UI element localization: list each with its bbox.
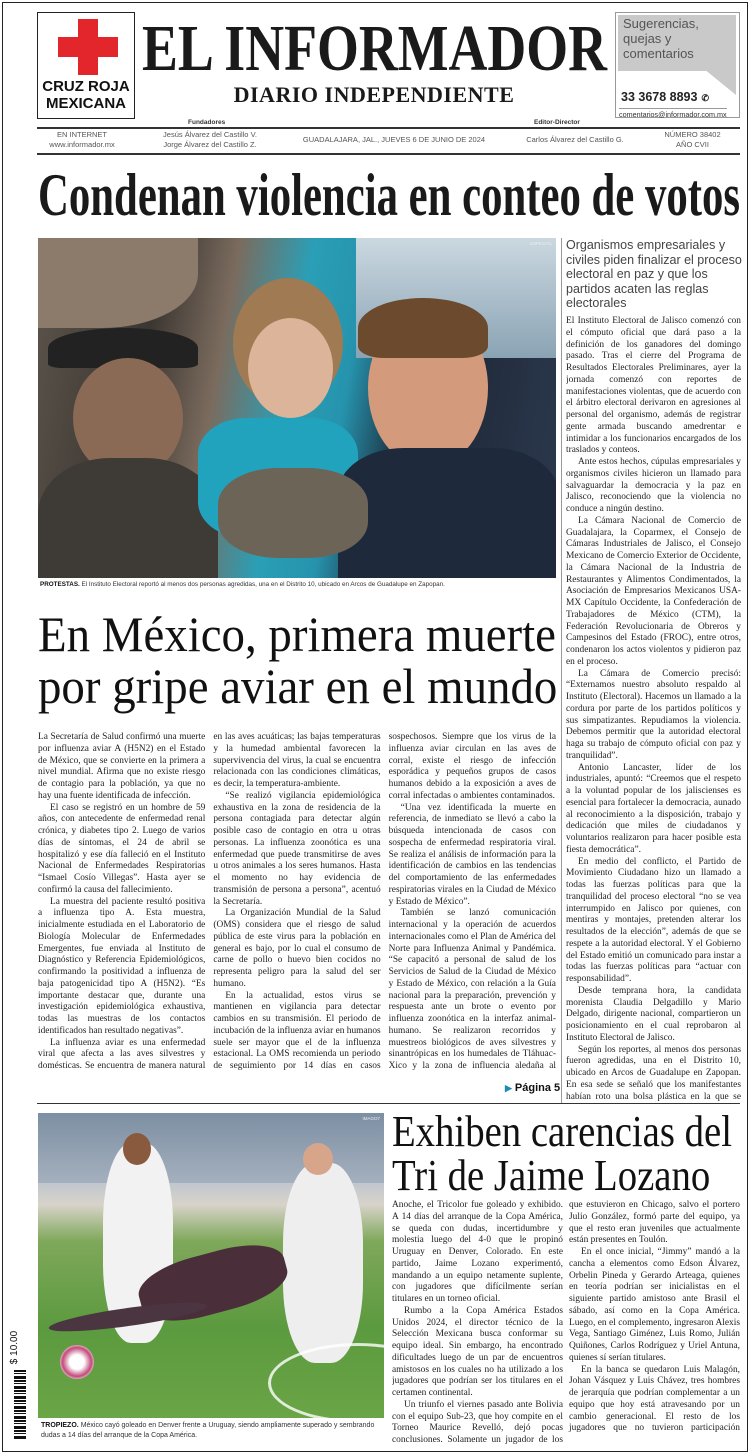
divider bbox=[37, 1103, 740, 1104]
paragraph: En el once inicial, “Jimmy” mandó a la cancha a elementos como Edson Álvarez, Orbelin Pineda y Gerardo Arteaga, quienes en teoría podrían ser inicialistas en el siguiente partido amistoso ante Brasil el sábado, así como en la Copa América. Luego, en el complemento, ingresaron Alexis Vega, Santiago Giménez, Luis Romo, Julián Quiñones, Carlos Rodríguez y Uriel Antuna, quienes sí serían titulares. bbox=[569, 1247, 740, 1363]
paragraph: “Una vez identificada la muerte en referencia, de inmediato se llevó a cabo la búsqueda intencionada de casos con sospecha de enfermedad respiratoria viral. Se realiza el análisis de información para la identificación de cambios en las tendencias del comportamiento de las enfermedades respiratorias virales en la Ciudad de México y Estado de México”. bbox=[388, 802, 556, 907]
caption-label: PROTESTAS. bbox=[40, 581, 80, 588]
issue-year: AÑO CVII bbox=[676, 140, 709, 149]
editor-label: Editor-Director bbox=[534, 119, 580, 126]
price: $ 10.00 bbox=[9, 1330, 21, 1365]
paragraph: La Cámara Nacional de Comercio de Guadalajara, la Coparmex, el Consejo de Cámaras Industriales de Jalisco, el Consejo Mexicano de Comercio Exterior de Occidente, la Cámara Nacional de la Industria de Restaurantes y Alimentos Condimentados, la Asociación de Empresarios Mexicanos USA-MX Capítulo Occidente, la Confederación de Trabajadores de México (CTM), la Federación Revolucionaria de Obreros y Campesinos del Estado (FROC), entre otros, condenaron los actos violentos y pidieron paz en el proceso. bbox=[566, 515, 741, 667]
photo-credit: IMAGO7 bbox=[362, 1116, 380, 1121]
caption-text: México cayó goleado en Denver frente a Uruguay, siendo ampliamente superado y sembrando dudas a 14 días del arranque de la Copa América. bbox=[41, 1422, 375, 1439]
man-body-shape bbox=[38, 458, 218, 578]
paragraph: Según los reportes, al menos dos personas fueron agredidas, una en el Distrito 10, ubicado en Arcos de Guadalupe en Zapopan. En esa sede se señaló que los manifestantes habían roto una bolsa plástica en la que se bbox=[566, 1044, 741, 1102]
newspaper-title bbox=[142, 14, 607, 84]
crowd-shape bbox=[38, 238, 198, 328]
website-link[interactable]: www.informador.mx bbox=[49, 140, 115, 149]
paragraph: Anoche, el Tricolor fue goleado y exhibido. A 14 días del arranque de la Copa América, se queda con dudas, incertidumbre y molestia luego del 4-0 que le propinó Uruguay en Denver, Colorado. En este partido, Jaime Lozano experimentó, mandando a un equipo netamente suplente, con jugadores que difícilmente serían titulares en un torneo oficial. bbox=[392, 1200, 563, 1304]
caption-label: TROPIEZO. bbox=[41, 1422, 79, 1429]
barcode-icon bbox=[14, 1370, 26, 1440]
paragraph: La influenza aviar es una enfermedad viral que afecta a las aves silvestres y domésticas. Se encuentra de manera natural en las aves acuáticas; las bajas temperaturas y la humedad ambiental favorecen la supervivencia del virus, la cual se encuentra relacionada con las condiciones climáticas, es decir, la temperatura-ambiente. bbox=[38, 732, 381, 1071]
protest-photo[interactable] bbox=[38, 238, 556, 578]
internet-info bbox=[37, 130, 127, 150]
paragraph: La Cámara de Comercio precisó: “Externamos nuestro absoluto respaldo al Instituto (Electoral). Hacemos un llamado a la cordura por parte de los partidos políticos y sus simpatizantes. Repudiamos la violencia. Debemos permitir que la autoridad electoral haga su trabajo de cómputo oficial con paz y tranquilidad”. bbox=[566, 668, 741, 761]
bag-shape bbox=[218, 468, 368, 558]
suggestions-email[interactable]: comentarios@informador.com.mx bbox=[619, 110, 727, 119]
red-cross-icon-bar bbox=[58, 37, 118, 57]
cruz-roja-label: CRUZ ROJA MEXICANA bbox=[42, 78, 130, 112]
paragraph: También se lanzó comunicación internacional y la operación de acuerdos internacionales como el Plan de América del Norte para Influenza Animal y Pandémica. “Se capacitó a personal de salud de los Servicios de Salud de la Ciudad de México y Estado de México, con relación a la Guía nacional para la preparación, prevención y respuesta ante un brote o evento por influenza zoonótica en la interfaz animal-humano. Se realizaron recorridos y muestreos biológicos de aves silvestres y sinantrópicas en los humedales de Tláhuac-Xico y la zona de influencia aledaña al bbox=[388, 908, 556, 1071]
editor-name: Carlos Álvarez del Castillo G. bbox=[526, 135, 624, 144]
paragraph: En medio del conflicto, el Partido de Movimiento Ciudadano hizo un llamado a todas las fuerzas políticas para que la tranquilidad del proceso electoral “no se vea interrumpido en Jalisco por quienes, con mentiras y montajes, pretenden alterar los resultados de la elección”, además de que se respete a la autoridad electoral. Y el Gobierno del Estado emitió un comunicado para instar a todas las fuerzas políticas para “actuar con responsabilidad”. bbox=[566, 856, 741, 984]
flu-article-body bbox=[38, 732, 556, 1076]
paragraph: En la actualidad, estos virus se mantienen en vigilancia para detectar cambios en su transmisión. El periodo de incubación de la influenza aviar en humanos suele ser mayor que el de la influenza estacional. La OMS recomienda un periodo de seguimiento por 14 días en casos sospechosos. Siempre que los virus de la influenza aviar circulan en las aves de corral, existe el riesgo de infección esporádica y pequeños grupos de casos humanos debido a la exposición a aves de corral infectadas o ambientes contaminados. bbox=[213, 732, 556, 1071]
founder-name: Jorge Álvarez del Castillo Z. bbox=[163, 140, 257, 149]
newspaper-subtitle: DIARIO INDEPENDIENTE bbox=[233, 82, 515, 107]
paragraph: El caso se registró en un hombre de 59 años, con antecedente de enfermedad renal crónica, y diabetes tipo 2. Luego de varios días de síntomas, el 24 de abril se hospitalizó y ese día falleció en el Instituto Nacional de Enfermedades Respiratorias “Ismael Cosío Villegas”. Hasta ayer se confirmó la causa del fallecimiento. bbox=[38, 802, 206, 895]
lead-deck: Organismos empresariales y civiles piden finalizar el proceso electoral en paz y que los partidos acaten las reglas electorales bbox=[566, 238, 742, 310]
internet-label: EN INTERNET bbox=[56, 130, 107, 139]
pitch-circle-line bbox=[268, 1343, 384, 1418]
player-head-shape bbox=[303, 1143, 333, 1175]
paragraph: La Organización Mundial de la Salud (OMS) considera que el riesgo de salud pública de este virus para la población en general es bajo, por lo cual el consumo de carne de pollo o huevo bien cocidos no representa peligro para la salud del ser humano. bbox=[213, 908, 381, 989]
paragraph: Rumbo a la Copa América Estados Unidos 2024, el director técnico de la Selección Mexicana busca conformar su equipo ideal. Sin embargo, ha encontrado dificultades luego de un par de encuentros amistosos en los cuales no ha utilizado a los jugadores que podrían ser los titulares en el certamen continental. bbox=[392, 1305, 563, 1398]
paragraph: Ante estos hechos, cúpulas empresariales y organismos civiles hicieron un llamado para salvaguardar la democracia y la paz en Jalisco, reconociendo que la violencia no conduce a ningún destino. bbox=[566, 457, 741, 514]
football-article-body bbox=[392, 1200, 740, 1448]
paragraph: La Secretaría de Salud confirmó una muerte por influenza aviar A (H5N2) en el Estado de México, que se convierte en la primera a nivel mundial. Afirma que no existe riesgo de contagio para la población, ya que no hay una fuente identificada de infección. bbox=[38, 732, 206, 801]
phone-number: 33 3678 8893 bbox=[621, 90, 698, 104]
barcode bbox=[6, 1330, 32, 1445]
lead-photo-caption bbox=[40, 580, 558, 590]
divider bbox=[37, 153, 740, 155]
officer-hair-shape bbox=[358, 298, 488, 358]
football-headline[interactable] bbox=[392, 1107, 740, 1200]
headline-line: Tri de Jaime Lozano bbox=[392, 1151, 711, 1200]
paragraph: Un triunfo el viernes pasado ante Bolivia con el equipo Sub-23, que hoy compite en el Torneo Maurice Revelló, dejó pocas conclusiones. Solamente un jugador de los que estuvieron en Chicago, salvo el portero Julio González, formó parte del equipo, ya que el resto eran juveniles que actualmente están presentes en Toulón. bbox=[392, 1200, 740, 1445]
phone-icon: ✆ bbox=[701, 93, 710, 103]
officer-uniform-shape bbox=[338, 448, 556, 578]
play-arrow-icon: ▶ bbox=[505, 1083, 512, 1093]
paragraph: El Instituto Electoral de Jalisco comenzó con el cómputo oficial que dará paso a la definición de los ganadores del domingo pasado. Tras el cierre del Programa de Resultados Electorales Preliminares, ayer la jornada comenzó con reportes de manifestaciones violentas, que de acuerdo con el árbitro electoral derivaron en agresiones al personal del organismo, además de registrar gente armada buscando amedrentar e intimidar a los funcionarios encargados de los traslados y conteos. bbox=[566, 316, 741, 456]
football-photo-caption bbox=[41, 1421, 386, 1440]
divider bbox=[37, 127, 740, 129]
paragraph: “Se realizó vigilancia epidemiológica exhaustiva en la zona de residencia de la persona contagiada para detectar algún posible caso de contagio en otra u otras personas. La influenza zoonótica es una enfermedad que puede transmitirse de aves u otros animales a los seres humanos. Hasta el momento no hay evidencia de transmisión de persona a persona”, acentuó la Secretaría. bbox=[213, 790, 381, 907]
lead-article-body bbox=[566, 316, 741, 1104]
cruz-roja-ad[interactable] bbox=[37, 12, 135, 119]
headline-line: Exhiben carencias del bbox=[392, 1107, 732, 1156]
paragraph: En la banca se quedaron Luis Malagón, Johan Vásquez y Luis Chávez, tres hombres de jerarquía que podrían complementar a un equipo que hoy está atravesando por un cambio generacional. El resto de los jugadores que no tuvieron participación bbox=[569, 1364, 740, 1434]
uruguay-player-5-shape bbox=[283, 1163, 363, 1363]
ball-icon bbox=[60, 1345, 94, 1379]
caption-text: El Instituto Electoral reportó al menos dos personas agredidas, una en el Distrito 10, ubicado en Arcos de Guadalupe en Zapopan. bbox=[81, 581, 445, 588]
paragraph: Antonio Lancaster, líder de los industriales, apuntó: “Creemos que el respeto a la voluntad popular de los jaliscienses es esencial para fortalecer la democracia, aunado al reconocimiento a la disposición, trabajo y dedicación que miles de ciudadanos y voluntarios realizaron para hacer posible esta fiesta democrática”. bbox=[566, 762, 741, 855]
jump-page-link[interactable] bbox=[505, 1082, 560, 1094]
photo-credit: ESPECIAL bbox=[529, 241, 552, 246]
headline-line: En México, primera muerte bbox=[38, 606, 556, 662]
newspaper-title-text: EL INFORMADOR bbox=[142, 12, 607, 85]
headline-line: por gripe aviar en el mundo bbox=[38, 658, 558, 714]
jump-page-label: Página 5 bbox=[514, 1082, 561, 1094]
flu-headline[interactable] bbox=[38, 608, 556, 712]
lead-headline[interactable] bbox=[38, 160, 740, 230]
headline-text: Condenan violencia en conteo de votos bbox=[38, 162, 740, 228]
paragraph: La muestra del paciente resultó positiva a influenza tipo A. Esta muestra, inicialmente estudiada en el Laboratorio de Biología Molecular de Enfermedades Emergentes, fue enviada al Instituto de Diagnóstico y Referencia Epidemiológicos, confirmando la positividad a influenza de baja patogenicidad tipo A (H5N2). “Es importante destacar que, durante una investigación epidemiológica exhaustiva, todas las muestras de los contactos identificados han resultado negativas”. bbox=[38, 896, 206, 1036]
suggestions-label: Sugerencias, quejas y comentarios bbox=[623, 16, 699, 61]
founders-label: Fundadores bbox=[188, 119, 226, 126]
football-photo[interactable] bbox=[38, 1113, 384, 1418]
dateline: GUADALAJARA, JAL., JUEVES 6 DE JUNIO DE 2024 bbox=[302, 135, 486, 144]
issue-number: NÚMERO 38402 bbox=[664, 130, 721, 139]
suggestions-box bbox=[615, 12, 740, 118]
youth-face-shape bbox=[248, 318, 333, 418]
suggestions-phone[interactable] bbox=[621, 90, 709, 104]
issue-info bbox=[660, 130, 725, 150]
founder-name: Jesús Álvarez del Castillo V. bbox=[163, 130, 257, 139]
paragraph: Desde temprana hora, la candidata morenista Claudia Delgadillo y Mario Delgado, dirigente nacional, compartieron un posicionamiento en el cual reprobaron al Instituto Electoral de Jalisco. bbox=[566, 985, 741, 1043]
player-head-shape bbox=[123, 1133, 151, 1165]
founders-names bbox=[140, 130, 280, 150]
column-divider bbox=[561, 238, 562, 1104]
